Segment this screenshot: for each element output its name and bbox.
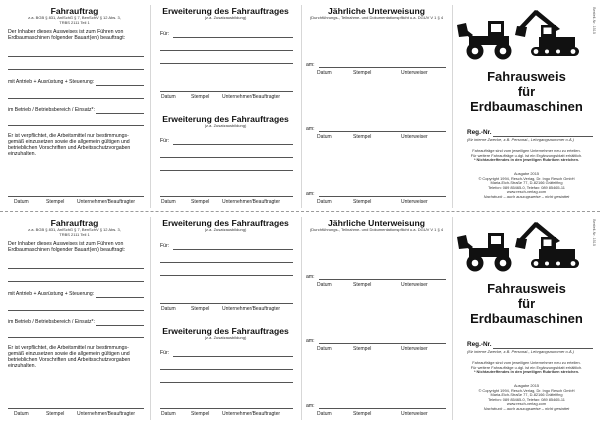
- registration-label: Reg.-Nr.: [467, 129, 492, 136]
- caption-instructor: Unterweiser: [401, 134, 428, 140]
- fahrauftrag-intro: Der Inhaber dieses Ausweises ist zum Führen von Erdbaumaschinen folgender Bauart(en) beauftragt:: [8, 241, 126, 254]
- caption-instructor: Unterweiser: [401, 282, 428, 288]
- caption-stamp: Stempel: [191, 306, 210, 312]
- operation-label: im Betrieb / Betriebsbereich / Einsatz*:: [8, 107, 95, 113]
- unterweisung-subtitle: (Durchführungs-, Teilnahme- und Dokumentationspflicht u.a. DGUV V 1 § 4: [309, 227, 444, 232]
- wheel-loader-icon: [457, 233, 512, 272]
- publisher-line-1: Ausgabe 2015: [513, 383, 540, 388]
- publisher-line-3: Maria-Eich-Straße 77, D-82166 Gräfelfing: [490, 392, 563, 398]
- am-label: am:: [306, 338, 315, 344]
- license-card: [0, 215, 600, 422]
- publisher-line-2: © Copyright 1994, Resch-Verlag, Dr. Ingo Resch GmbH: [478, 387, 575, 393]
- panel-fahrauftrag: [0, 215, 149, 422]
- caption-stamp: Stempel: [353, 134, 372, 140]
- card-title-line-3: Erdbaumaschinen: [470, 311, 583, 326]
- erweiterung-title-2: Erweiterung des Fahrauftrages: [162, 114, 289, 124]
- caption-stamp: Stempel: [353, 199, 372, 205]
- caption-signatory: Unternehmer/Beauftragter: [222, 306, 281, 312]
- drive-label: mit Antrieb + Ausrüstung + Steuerung:: [8, 79, 95, 85]
- note-line-3: * Nichtzutreffendes in den jeweiligen Rubriken streichen.: [473, 369, 580, 375]
- extension-line-3[interactable]: [160, 275, 293, 276]
- caption-date: Datum: [317, 282, 332, 288]
- caption-date: Datum: [14, 199, 29, 205]
- caption-date: Datum: [317, 346, 332, 352]
- caption-stamp: Stempel: [191, 94, 210, 100]
- operation-line-1[interactable]: [96, 113, 144, 114]
- am-label: am:: [306, 274, 315, 280]
- excavator-icon: [515, 10, 579, 56]
- caption-instructor: Unterweiser: [401, 346, 428, 352]
- erweiterung-subtitle-2: (z.a. Zusatzausbildung): [204, 335, 247, 340]
- operation-label: im Betrieb / Betriebsbereich / Einsatz*:: [8, 319, 95, 325]
- panel-unterweisung: [302, 3, 451, 210]
- registration-hint: (für interne Zwecke, z.B. Personal-, Lehrgangsnummer o.Ä.): [467, 349, 574, 354]
- machine-type-line-2[interactable]: [8, 281, 144, 282]
- extension-signature-line-1[interactable]: [160, 303, 293, 304]
- extension-line-5[interactable]: [160, 369, 293, 370]
- caption-signatory: Unternehmer/Beauftragter: [222, 94, 281, 100]
- note-line-1: Fahraufträge sind vom jeweiligen Unternehmer neu zu erteilen.: [472, 360, 581, 365]
- publisher-line-5: www.resch-verlag.com: [506, 401, 547, 407]
- publisher-line-6: Nachdruck – auch auszugsweise – nicht gestattet: [483, 406, 570, 411]
- publisher-line-6: Nachdruck – auch auszugsweise – nicht gestattet: [483, 194, 570, 199]
- publisher-line-4: Telefon: 089 85465-0, Telefax: 089 85465-11: [488, 396, 565, 402]
- note-line-1: Fahraufträge sind vom jeweiligen Unternehmer neu zu erteilen.: [472, 148, 581, 153]
- erweiterung-title-1: Erweiterung des Fahrauftrages: [162, 218, 289, 228]
- publisher-line-4: Telefon: 089 85465-0, Telefax: 089 85465-11: [488, 184, 565, 190]
- erweiterung-title-1: Erweiterung des Fahrauftrages: [162, 6, 289, 16]
- caption-instructor: Unterweiser: [401, 199, 428, 205]
- caption-signatory: Unternehmer/Beauftragter: [222, 199, 281, 205]
- erweiterung-subtitle-1: (z.a. Zusatzausbildung): [204, 15, 247, 20]
- note-line-3: * Nichtzutreffendes in den jeweiligen Rubriken streichen.: [473, 157, 580, 163]
- card-title-line-2: für: [517, 84, 536, 99]
- caption-date: Datum: [317, 70, 332, 76]
- operation-line-2[interactable]: [8, 337, 144, 338]
- extension-signature-line-1[interactable]: [160, 91, 293, 92]
- machine-type-line-2[interactable]: [8, 69, 144, 70]
- caption-stamp: Stempel: [46, 411, 65, 417]
- extension-signature-line-2[interactable]: [160, 196, 293, 197]
- for-label-1: Für:: [160, 31, 170, 37]
- cut-line: [0, 211, 600, 212]
- fahrauftrag-legal-line-2: TRBS 2111 Teil 1: [59, 231, 90, 237]
- instruction-signature-line[interactable]: [319, 408, 446, 409]
- order-number: Bestell-Nr. 1515: [592, 219, 596, 247]
- card-title-line-2: für: [517, 296, 536, 311]
- extension-line-6[interactable]: [160, 170, 293, 171]
- fahrauftrag-title: Fahrauftrag: [50, 218, 99, 228]
- unterweisung-title: Jährliche Unterweisung: [328, 218, 425, 228]
- extension-line-1[interactable]: [173, 249, 293, 250]
- caption-date: Datum: [317, 199, 332, 205]
- card-title-line-1: Fahrausweis: [487, 281, 566, 296]
- fahrauftrag-legal-line-1: z.a. BGB § 831, AnlSchG § 7, BenSchV § 12 Abs. 3,: [28, 227, 121, 232]
- instruction-signature-line[interactable]: [319, 343, 446, 344]
- caption-stamp: Stempel: [191, 199, 210, 205]
- caption-date: Datum: [161, 94, 176, 100]
- erweiterung-title-2: Erweiterung des Fahrauftrages: [162, 326, 289, 336]
- fahrauftrag-title: Fahrauftrag: [50, 6, 99, 16]
- publisher-line-2: © Copyright 1994, Resch-Verlag, Dr. Ingo Resch GmbH: [478, 175, 575, 181]
- fahrauftrag-obligation: Er ist verpflichtet, die Arbeitsmittel nur bestimmungs- gemäß einzusetzen sowie die allgemein gültigen und betrieblichen Vorschriften und Arbeitsschutzvorgaben einzuhalten.: [8, 133, 131, 158]
- am-label: am:: [306, 403, 315, 409]
- erweiterung-subtitle-1: (z.a. Zusatzausbildung): [204, 227, 247, 232]
- note-line-2: Für weitere Fahraufträge u.dgl. ist ein Ergänzungsblatt erhältlich.: [470, 364, 583, 370]
- erweiterung-subtitle-2: (z.a. Zusatzausbildung): [204, 123, 247, 128]
- caption-signatory: Unternehmer/Beauftragter: [222, 411, 281, 417]
- caption-stamp: Stempel: [353, 70, 372, 76]
- caption-signatory: Unternehmer/Beauftragter: [77, 199, 136, 205]
- note-line-2: Für weitere Fahraufträge u.dgl. ist ein Ergänzungsblatt erhältlich.: [470, 152, 583, 158]
- caption-signatory: Unternehmer/Beauftragter: [77, 411, 136, 417]
- caption-stamp: Stempel: [46, 199, 65, 205]
- fahrauftrag-legal-line-1: z.a. BGB § 831, AnlSchG § 7, BenSchV § 12 Abs. 3,: [28, 15, 121, 20]
- fahrauftrag-signature-line[interactable]: [8, 408, 144, 409]
- am-label: am:: [306, 62, 315, 68]
- publisher-line-1: Ausgabe 2015: [513, 171, 540, 176]
- panel-erweiterung: [151, 3, 300, 210]
- panel-cover: [453, 3, 600, 210]
- extension-line-5[interactable]: [160, 157, 293, 158]
- extension-line-2[interactable]: [160, 50, 293, 51]
- caption-date: Datum: [161, 199, 176, 205]
- operation-line-1[interactable]: [96, 325, 144, 326]
- fahrauftrag-legal-line-2: TRBS 2111 Teil 1: [59, 19, 90, 25]
- instruction-signature-line[interactable]: [319, 131, 446, 132]
- caption-stamp: Stempel: [353, 411, 372, 417]
- publisher-line-3: Maria-Eich-Straße 77, D-82166 Gräfelfing: [490, 180, 563, 186]
- caption-instructor: Unterweiser: [401, 411, 428, 417]
- panel-erweiterung: [151, 215, 300, 422]
- earthmoving-machines-illustration: [457, 219, 585, 273]
- caption-date: Datum: [161, 411, 176, 417]
- caption-date: Datum: [14, 411, 29, 417]
- caption-instructor: Unterweiser: [401, 70, 428, 76]
- for-label-2: Für:: [160, 350, 170, 356]
- panel-fahrauftrag: [0, 3, 149, 210]
- extension-line-4[interactable]: [173, 356, 293, 357]
- extension-line-6[interactable]: [160, 382, 293, 383]
- am-label: am:: [306, 126, 315, 132]
- registration-hint: (für interne Zwecke, z.B. Personal-, Lehrgangsnummer o.Ä.): [467, 137, 574, 142]
- order-number: Bestell-Nr. 1515: [592, 7, 596, 35]
- extension-line-4[interactable]: [173, 144, 293, 145]
- caption-stamp: Stempel: [353, 282, 372, 288]
- unterweisung-title: Jährliche Unterweisung: [328, 6, 425, 16]
- earthmoving-machines-illustration: [457, 7, 585, 61]
- fahrauftrag-intro: Der Inhaber dieses Ausweises ist zum Führen von Erdbaumaschinen folgender Bauart(en) beauftragt:: [8, 29, 126, 42]
- instruction-signature-line[interactable]: [319, 279, 446, 280]
- caption-date: Datum: [317, 411, 332, 417]
- publisher-line-5: www.resch-verlag.com: [506, 189, 547, 195]
- registration-label: Reg.-Nr.: [467, 341, 492, 348]
- fahrauftrag-signature-line[interactable]: [8, 196, 144, 197]
- machine-type-line-1[interactable]: [8, 268, 144, 269]
- unterweisung-subtitle: (Durchführungs-, Teilnahme- und Dokumentationspflicht u.a. DGUV V 1 § 4: [309, 15, 444, 20]
- caption-date: Datum: [161, 306, 176, 312]
- instruction-signature-line[interactable]: [319, 67, 446, 68]
- drive-line-1[interactable]: [96, 85, 144, 86]
- panel-unterweisung: [302, 215, 451, 422]
- caption-stamp: Stempel: [191, 411, 210, 417]
- caption-date: Datum: [317, 134, 332, 140]
- drive-line-1[interactable]: [96, 297, 144, 298]
- extension-line-2[interactable]: [160, 262, 293, 263]
- caption-stamp: Stempel: [353, 346, 372, 352]
- for-label-2: Für:: [160, 138, 170, 144]
- operation-line-2[interactable]: [8, 125, 144, 126]
- extension-signature-line-2[interactable]: [160, 408, 293, 409]
- extension-line-1[interactable]: [173, 37, 293, 38]
- drive-line-2[interactable]: [8, 310, 144, 311]
- wheel-loader-icon: [457, 21, 512, 60]
- card-title-line-1: Fahrausweis: [487, 69, 566, 84]
- excavator-icon: [515, 222, 579, 268]
- instruction-signature-line[interactable]: [319, 196, 446, 197]
- fahrauftrag-obligation: Er ist verpflichtet, die Arbeitsmittel nur bestimmungs- gemäß einzusetzen sowie die allgemein gültigen und betrieblichen Vorschriften und Arbeitsschutzvorgaben einzuhalten.: [8, 345, 131, 370]
- license-card: [0, 3, 600, 210]
- machine-type-line-1[interactable]: [8, 56, 144, 57]
- drive-label: mit Antrieb + Ausrüstung + Steuerung:: [8, 291, 95, 297]
- extension-line-3[interactable]: [160, 63, 293, 64]
- card-title-line-3: Erdbaumaschinen: [470, 99, 583, 114]
- for-label-1: Für:: [160, 243, 170, 249]
- am-label: am:: [306, 191, 315, 197]
- panel-cover: [453, 215, 600, 422]
- drive-line-2[interactable]: [8, 98, 144, 99]
